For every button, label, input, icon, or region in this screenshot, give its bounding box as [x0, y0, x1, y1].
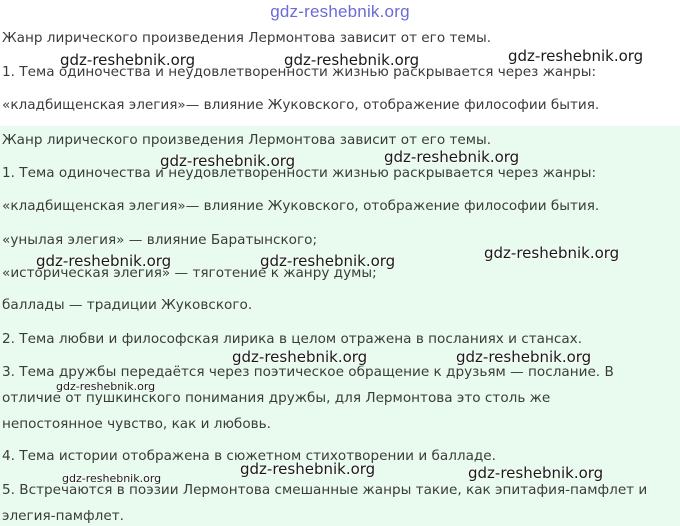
answer-line-12: 5. Встречаются в поэзии Лермонтова смешанные жанры такие, как эпитафия-памфлет и: [2, 482, 648, 498]
watermark: gdz-reshebnik.org: [60, 51, 196, 69]
answer-line-4: «унылая элегия» — влияние Баратынского;: [2, 232, 318, 248]
watermark: gdz-reshebnik.org: [284, 51, 420, 69]
watermark: gdz-reshebnik.org: [456, 348, 592, 366]
watermark: gdz-reshebnik.org: [240, 460, 376, 478]
watermark: gdz-reshebnik.org: [384, 148, 520, 166]
watermark: gdz-reshebnik.org: [468, 464, 604, 482]
watermark: gdz-reshebnik.org: [56, 380, 156, 393]
answer-line-5: «историческая элегия» — тяготение к жанру думы;: [2, 265, 377, 281]
watermark: gdz-reshebnik.org: [508, 47, 644, 65]
question-line-2: 1. Тема одиночества и неудовлетворенности жизнью раскрывается через жанры:: [2, 64, 597, 80]
answer-line-10: непостоянное чувство, как и любовь.: [2, 416, 271, 432]
question-line-3: «кладбищенская элегия»— влияние Жуковского, отображение философии бытия.: [2, 97, 600, 113]
answer-line-9: отличие от пушкинского понимания дружбы, для Лермонтова это столь же: [2, 390, 551, 406]
answer-line-8: 3. Тема дружбы передаётся через поэтическое обращение к друзьям — послание. В: [2, 364, 614, 380]
watermark: gdz-reshebnik.org: [484, 244, 620, 262]
answer-line-7: 2. Тема любви и философская лирика в целом отражена в посланиях и стансах.: [2, 331, 583, 347]
answer-line-11: 4. Тема истории отображена в сюжетном стихотворении и балладе.: [2, 448, 496, 464]
answer-line-13: элегия-памфлет.: [2, 508, 124, 524]
watermark: gdz-reshebnik.org: [260, 252, 396, 270]
watermark: gdz-reshebnik.org: [160, 152, 296, 170]
answer-line-6: баллады — традиции Жуковского.: [2, 297, 253, 313]
answer-line-3: «кладбищенская элегия»— влияние Жуковского, отображение философии бытия.: [2, 198, 600, 214]
site-header-link[interactable]: gdz-reshebnik.org: [270, 2, 410, 21]
watermark: gdz-reshebnik.org: [36, 252, 172, 270]
answer-line-1: Жанр лирического произведения Лермонтова зависит от его темы.: [2, 132, 492, 148]
watermark: gdz-reshebnik.org: [62, 472, 162, 485]
answer-line-2: 1. Тема одиночества и неудовлетворенности жизнью раскрывается через жанры:: [2, 165, 597, 181]
question-line-1: Жанр лирического произведения Лермонтова зависит от его темы.: [2, 30, 492, 46]
watermark: gdz-reshebnik.org: [232, 348, 368, 366]
